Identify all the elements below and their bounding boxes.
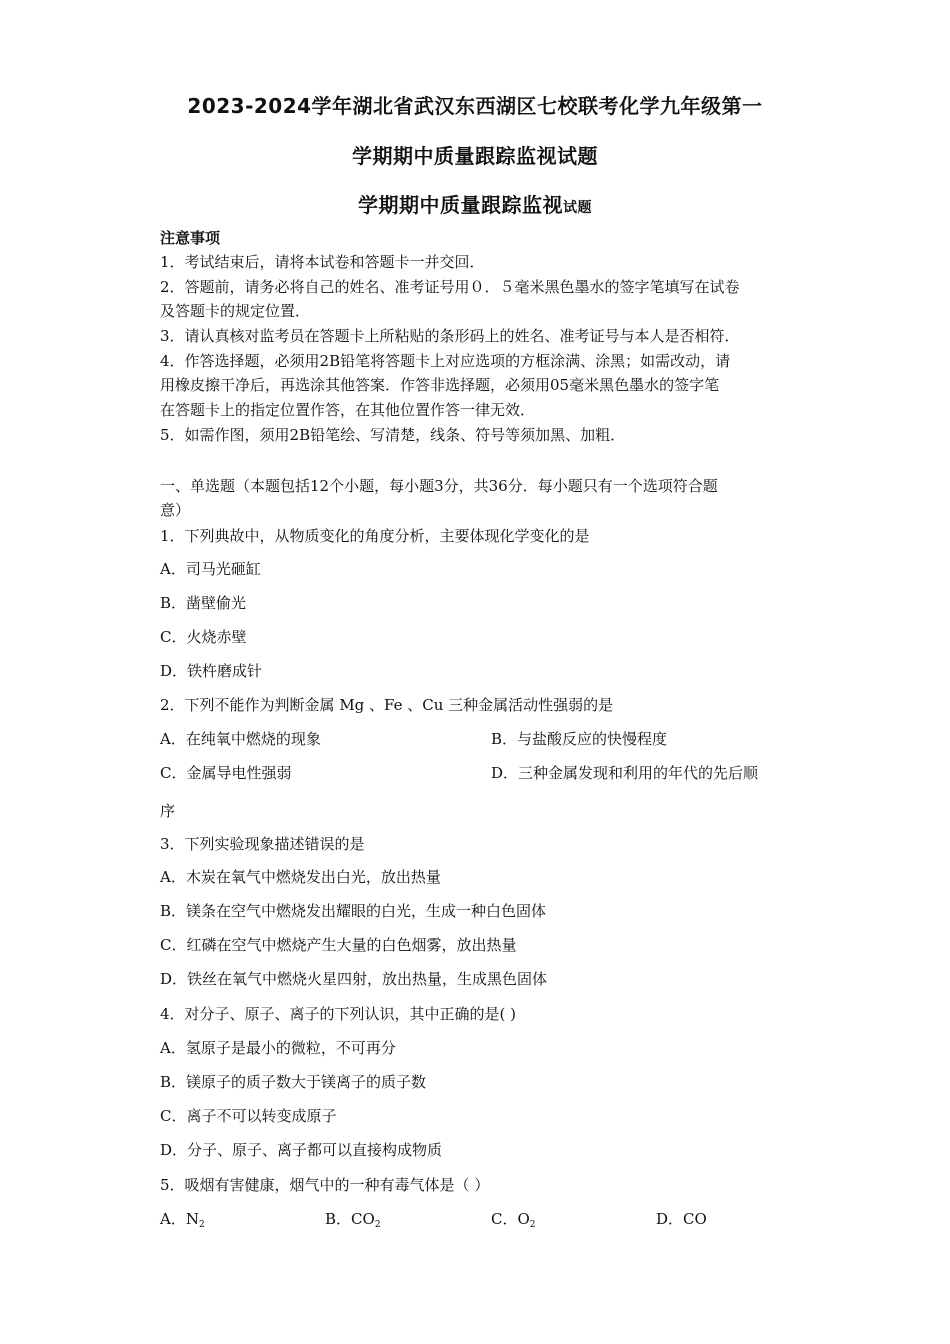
notice-item: 3．请认真核对监考员在答题卡上所粘贴的条形码上的姓名、准考证号与本人是否相符． bbox=[160, 327, 740, 345]
q5-option-b-text: B．CO bbox=[325, 1210, 375, 1228]
notice-heading: 注意事项 bbox=[160, 229, 221, 247]
q2-option-b: B．与盐酸反应的快慢程度 bbox=[491, 730, 668, 748]
q2-option-d-cont: 序 bbox=[160, 802, 176, 820]
title-line-3-main: 学期期中质量跟踪监视 bbox=[358, 193, 563, 217]
title-line-3 bbox=[0, 189, 950, 218]
q2-option-a: A．在纯氧中燃烧的现象 bbox=[160, 730, 321, 748]
q5-option-c bbox=[491, 1209, 536, 1235]
q5-option-c-sub: 2 bbox=[529, 1220, 536, 1230]
q5-option-a bbox=[160, 1209, 205, 1235]
q3-option-a: A．木炭在氧气中燃烧发出白光，放出热量 bbox=[160, 868, 441, 886]
q3-option-d: D．铁丝在氧气中燃烧火星四射，放出热量，生成黑色固体 bbox=[160, 970, 548, 988]
q1-option-d: D．铁杵磨成针 bbox=[160, 662, 263, 680]
section-heading-cont: 意） bbox=[160, 501, 191, 519]
title-line-2: 学期期中质量跟踪监视试题 bbox=[352, 144, 598, 168]
section-heading: 一、单选题（本题包括12个小题，每小题3分，共36分．每小题只有一个选项符合题 bbox=[160, 477, 718, 495]
q2-stem: 2．下列不能作为判断金属 Mg 、Fe 、Cu 三种金属活动性强弱的是 bbox=[160, 696, 614, 714]
q1-option-c: C．火烧赤壁 bbox=[160, 628, 247, 646]
notice-item: 1．考试结束后，请将本试卷和答题卡一并交回． bbox=[160, 253, 485, 271]
q5-option-c-text: C．O bbox=[491, 1210, 530, 1228]
q5-option-b bbox=[325, 1209, 381, 1235]
notice-item: 用橡皮擦干净后，再选涂其他答案．作答非选择题，必须用05毫米黑色墨水的签字笔 bbox=[160, 376, 720, 394]
q4-option-a: A．氢原子是最小的微粒，不可再分 bbox=[160, 1039, 396, 1057]
q5-option-a-text: A．N bbox=[160, 1210, 199, 1228]
q4-option-d: D．分子、原子、离子都可以直接构成物质 bbox=[160, 1141, 443, 1159]
q1-stem: 1．下列典故中，从物质变化的角度分析，主要体现化学变化的是 bbox=[160, 527, 590, 545]
q3-option-c: C．红磷在空气中燃烧产生大量的白色烟雾，放出热量 bbox=[160, 936, 517, 954]
q2-option-d: D．三种金属发现和利用的年代的先后顺 bbox=[491, 764, 759, 782]
notice-item: 5．如需作图，须用2B铅笔绘、写清楚，线条、符号等须加黑、加粗． bbox=[160, 426, 626, 444]
q4-stem: 4．对分子、原子、离子的下列认识，其中正确的是( ) bbox=[160, 1005, 517, 1023]
q4-option-b: B．镁原子的质子数大于镁离子的质子数 bbox=[160, 1073, 427, 1091]
notice-item: 及答题卡的规定位置． bbox=[160, 302, 311, 320]
notice-item: 2．答题前，请务必将自己的姓名、准考证号用０．５毫米黑色墨水的签字笔填写在试卷 bbox=[160, 278, 740, 296]
q5-stem: 5．吸烟有害健康，烟气中的一种有毒气体是（ ） bbox=[160, 1176, 490, 1194]
title-line-3-small: 试题 bbox=[563, 200, 592, 216]
q2-option-c: C．金属导电性强弱 bbox=[160, 764, 292, 782]
notice-item: 4．作答选择题，必须用2B铅笔将答题卡上对应选项的方框涂满、涂黑；如需改动，请 bbox=[160, 352, 731, 370]
q5-option-d: D．CO bbox=[656, 1210, 707, 1228]
title-line-1: 2023-2024学年湖北省武汉东西湖区七校联考化学九年级第一 bbox=[187, 94, 763, 118]
q5-option-b-sub: 2 bbox=[374, 1220, 381, 1230]
notice-item: 在答题卡上的指定位置作答，在其他位置作答一律无效． bbox=[160, 401, 536, 419]
q5-option-a-sub: 2 bbox=[198, 1220, 205, 1230]
q4-option-c: C．离子不可以转变成原子 bbox=[160, 1107, 337, 1125]
q3-option-b: B．镁条在空气中燃烧发出耀眼的白光，生成一种白色固体 bbox=[160, 902, 547, 920]
q3-stem: 3．下列实验现象描述错误的是 bbox=[160, 835, 365, 853]
q1-option-a: A．司马光砸缸 bbox=[160, 560, 261, 578]
q1-option-b: B．凿壁偷光 bbox=[160, 594, 247, 612]
